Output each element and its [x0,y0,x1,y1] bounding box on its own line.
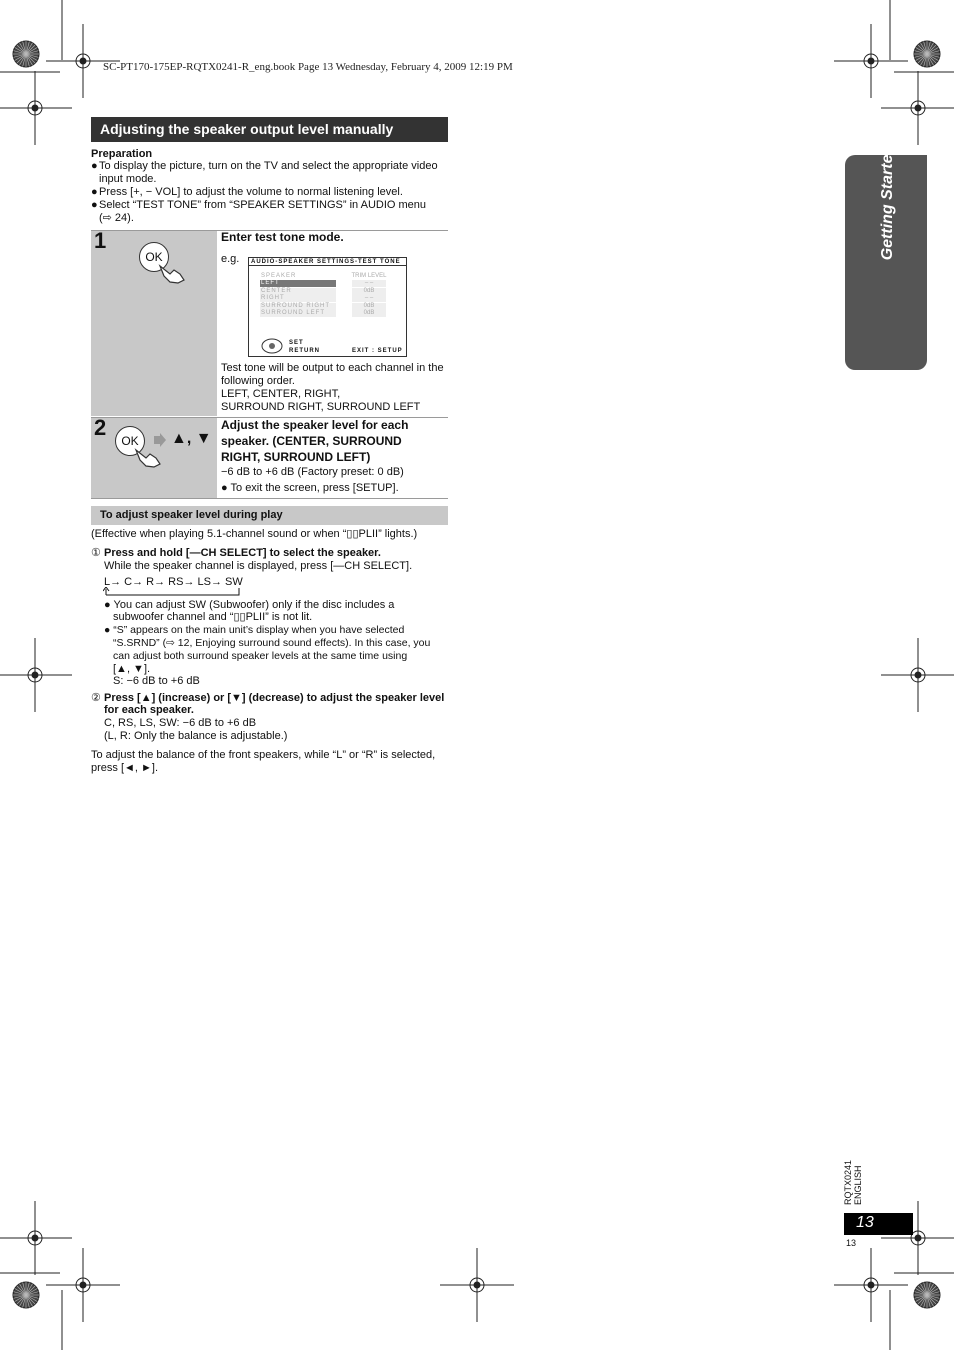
prep-item: ●Press [+, − VOL] to adjust the volume to normal listening level. [91,186,403,198]
osd-row-name: RIGHT [260,295,336,302]
step1-desc: LEFT, CENTER, RIGHT, [221,388,341,400]
corner-target-mark [13,41,39,67]
prep-item: ●Select “TEST TONE” from “SPEAKER SETTINGS” in AUDIO menu [91,199,427,211]
osd-row-name: LEFT [260,280,336,287]
prep-item: ●To display the picture, turn on the TV and select the appropriate video [91,160,438,172]
hand-press-icon [158,260,188,284]
corner-target-mark [13,1282,39,1308]
osd-row-value: 0dB [352,288,386,295]
page-number-box: 13 [844,1213,913,1235]
step2-heading: speaker. (CENTER, SURROUND [221,434,402,448]
step2-heading: RIGHT, SURROUND LEFT) [221,450,371,464]
step1-desc: following order. [221,375,295,387]
osd-exit: EXIT : SETUP [352,348,403,354]
osd-row-name: SURROUND LEFT [260,310,336,317]
balance-text: press [◄, ►]. [91,762,159,774]
step1-desc: Test tone will be output to each channel in the [221,362,444,374]
effective-note: (Effective when playing 5.1-channel sound or when “▯▯PLII” lights.) [91,528,418,540]
preparation-heading: Preparation [91,148,153,160]
item1-heading: Press and hold [—CH SELECT] to select the speaker. [104,547,381,559]
step1-desc: SURROUND RIGHT, SURROUND LEFT [221,401,421,413]
channel-sequence: L→ C→ R→ RS→ LS→ SW [104,576,243,588]
step1-heading: Enter test tone mode. [221,230,344,244]
prep-item-cont: input mode. [99,173,157,185]
up-down-arrows: ▲, ▼ [171,430,212,447]
step2-range: −6 dB to +6 dB (Factory preset: 0 dB) [221,466,404,478]
balance-text: To adjust the balance of the front speakers, while “L” or “R” is selected, [91,749,436,761]
footer-code: RQTX0241 [843,1159,853,1205]
loop-arrow [103,587,243,597]
crosshair-mark [834,1248,908,1322]
note-cont: subwoofer channel and “▯▯PLII” is not lit. [113,611,313,623]
crosshair-mark [0,1201,72,1275]
side-tab [845,144,927,370]
crosshair-mark [440,1248,514,1322]
step1-number: 1 [94,228,107,253]
osd-title: AUDIO-SPEAKER SETTINGS-TEST TONE [249,258,406,266]
note-cont: can adjust both surround speaker levels at the same time using [113,650,408,662]
osd-return: RETURN [289,348,320,354]
note-cont: [▲, ▼]. [113,663,151,675]
file-header: SC-PT170-175EP-RQTX0241-R_eng.book Page 13 Wednesday, February 4, 2009 12:19 PM [103,61,513,73]
item1-number: ① [91,547,101,559]
step2-heading: Adjust the speaker level for each [221,418,409,432]
item1-text: While the speaker channel is displayed, press [—CH SELECT]. [104,560,413,572]
note-cont: “S.SRND” (⇨ 12, Enjoying surround sound effects). In this case, you [113,637,431,649]
osd-row-name: CENTER [260,288,336,295]
hand-press-icon [134,444,164,468]
osd-row-value: 0dB [352,310,386,317]
item2-text: C, RS, LS, SW: −6 dB to +6 dB [104,717,257,729]
arrow-right-icon [154,433,166,447]
crosshair-mark [834,24,908,98]
eg-label: e.g. [221,253,240,265]
ok-button-icon: OK [115,426,145,456]
osd-row-value: 0dB [352,303,386,310]
crosshair-mark [0,71,72,145]
corner-target-mark [914,1282,940,1308]
step2-number: 2 [94,415,107,440]
osd-row-value: – – [352,280,386,287]
crosshair-mark [46,1248,120,1322]
page-number-small: 13 [846,1238,857,1248]
footer-language: ENGLISH [853,1165,863,1205]
prep-item-cont: (⇨ 24). [99,212,134,224]
osd-screen [248,257,407,357]
corner-target-mark [914,41,940,67]
osd-row-value: – – [352,295,386,302]
crosshair-mark [881,638,954,712]
step2-exit-note: ● To exit the screen, press [SETUP]. [221,482,399,494]
note-cont: S: −6 dB to +6 dB [113,675,200,687]
item2-text: (L, R: Only the balance is adjustable.) [104,730,288,742]
item2-heading: Press [▲] (increase) or [▼] (decrease) to adjust the speaker level [104,692,445,704]
during-play-title: To adjust speaker level during play [91,506,448,525]
note: ● You can adjust SW (Subwoofer) only if the disc includes a [104,599,395,611]
osd-set: SET [289,340,304,346]
item2-heading: for each speaker. [104,704,194,716]
note: ● “S” appears on the main unit’s display when you have selected [104,624,405,636]
item2-number: ② [91,692,101,704]
section-title: Adjusting the speaker output level manually [91,117,448,142]
dpad-icon [261,338,283,354]
osd-row-name: SURROUND RIGHT [260,303,336,310]
crosshair-mark [0,638,72,712]
side-tab-label: Getting Started [879,144,896,261]
osd-col-speaker: SPEAKER [260,273,336,280]
ok-button-icon: OK [139,242,169,272]
osd-col-trim: TRIM LEVEL [349,273,389,280]
